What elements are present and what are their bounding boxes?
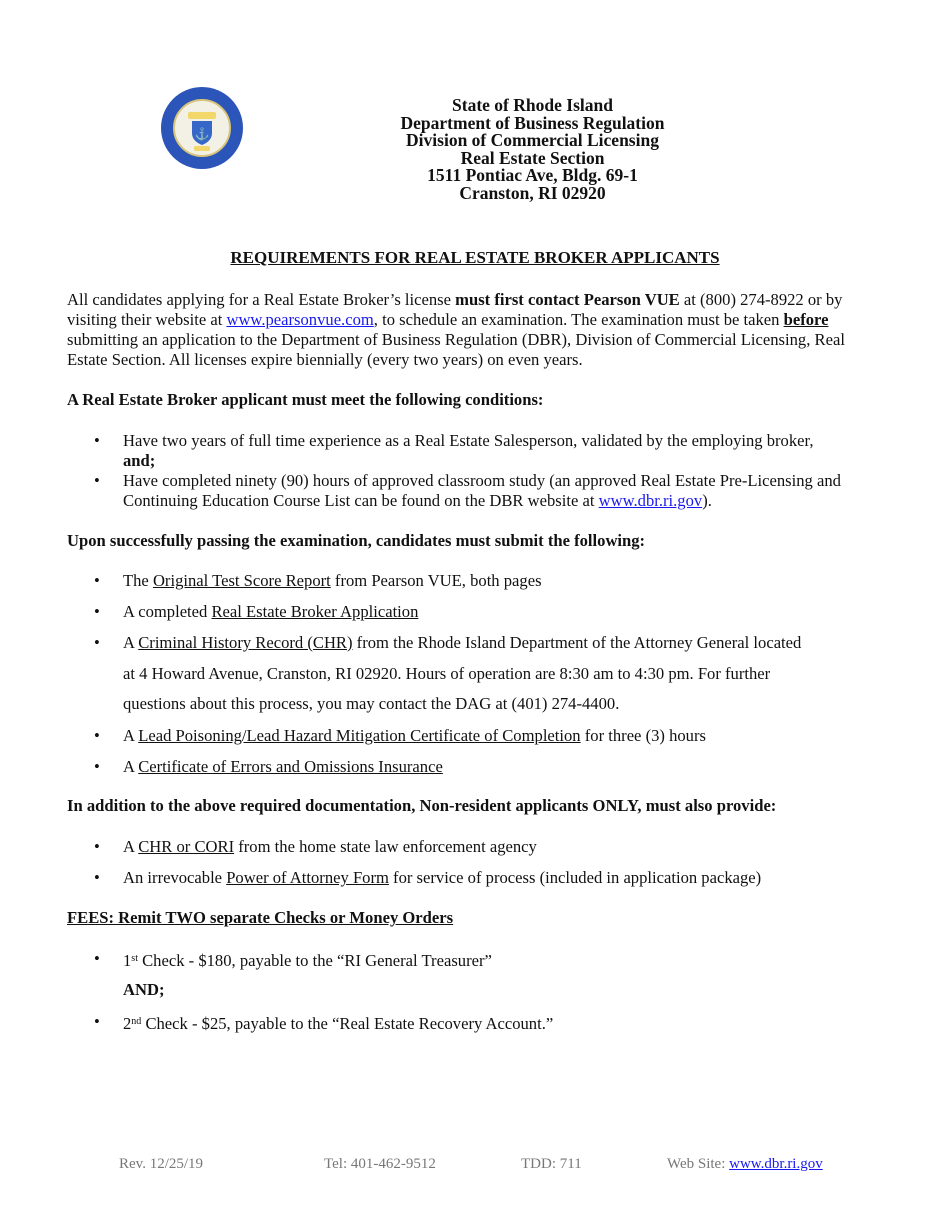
text: questions about this process, you may contact the DAG at (401) 274-4400. [123, 694, 620, 713]
and-label [67, 980, 889, 1000]
underlined-text: CHR or CORI [138, 837, 235, 856]
footer-website-link[interactable]: www.dbr.ri.gov [729, 1156, 823, 1172]
pearsonvue-link[interactable]: www.pearsonvue.com [226, 310, 374, 329]
text: Have completed ninety (90) hours of approved classroom study (an approved Real Estate Pre-Licensing and Continuing Education Course List can be found on the DBR website at [123, 471, 841, 510]
fees-heading: FEES: Remit TWO separate Checks or Money Orders [67, 908, 454, 927]
conditions-heading: A Real Estate Broker applicant must meet the following conditions: [67, 390, 544, 409]
text: An irrevocable [123, 868, 227, 887]
text: , to schedule an examination. The examination must be taken [373, 310, 784, 329]
header-line: State of Rhode Island [452, 95, 613, 115]
header-line: Real Estate Section [460, 147, 605, 168]
dbr-seal-logo [160, 86, 244, 170]
text: ). [702, 491, 712, 510]
list-item [67, 726, 889, 746]
text: from Pearson VUE, both pages [330, 571, 542, 590]
submit-heading: Upon successfully passing the examination, candidates must submit the following: [67, 531, 646, 550]
list-item [67, 757, 889, 777]
bold-text: AND; [123, 980, 165, 999]
underlined-text: Real Estate Broker Application [211, 602, 419, 621]
list-item [67, 471, 889, 511]
ordinal-suffix: st [131, 953, 138, 964]
footer-telephone: Tel: 401-462-9512 [324, 1156, 436, 1172]
text: 2 [123, 1014, 132, 1033]
fees-list [67, 949, 889, 1034]
text: for service of process (included in application package) [388, 868, 762, 887]
intro-paragraph [67, 290, 889, 370]
underlined-text: Lead Poisoning/Lead Hazard Mitigation Certificate of Completion [138, 725, 581, 745]
list-item [67, 628, 889, 720]
footer-tdd: TDD: 711 [521, 1156, 582, 1172]
agency-header [330, 97, 735, 203]
text: A [123, 633, 139, 652]
underlined-text: Criminal History Record (CHR) [138, 633, 353, 652]
list-item [67, 837, 889, 857]
header-line: 1511 Pontiac Ave, Bldg. 69-1 [427, 165, 638, 186]
list-item [67, 1012, 889, 1034]
text: from the home state law enforcement agency [234, 837, 537, 856]
list-item [67, 602, 889, 622]
footer-revision: Rev. 12/25/19 [119, 1156, 204, 1172]
footer-website [667, 1156, 823, 1173]
list-item [67, 431, 889, 471]
text: All candidates applying for a Real Estate Broker’s license [67, 290, 456, 309]
underlined-text: Certificate of Errors and Omissions Insurance [138, 756, 443, 776]
text: 1 [123, 951, 132, 970]
text: Check - $25, payable to the “Real Estate Recovery Account.” [141, 1014, 554, 1033]
text: from the Rhode Island Department of the Attorney General located [352, 633, 802, 652]
nonresident-list [67, 837, 889, 888]
nonresident-heading: In addition to the above required documentation, Non-resident applicants ONLY, must also provide: [67, 796, 777, 815]
header-line: Division of Commercial Licensing [406, 130, 659, 151]
dbr-link[interactable]: www.dbr.ri.gov [598, 491, 703, 510]
list-item [67, 949, 889, 971]
list-item [67, 868, 889, 888]
svg-text:⚓: ⚓ [194, 127, 210, 141]
text: A [123, 756, 139, 776]
text: Check - $180, payable to the “RI General Treasurer” [137, 951, 492, 970]
text: Web Site: [667, 1156, 730, 1172]
text: A [123, 725, 139, 745]
text: at (800) 274-8922 or by visiting their website at [67, 290, 843, 329]
underlined-text: Original Test Score Report [152, 571, 331, 590]
bold-text: must first contact Pearson VUE [455, 290, 680, 309]
header-line: Department of Business Regulation [400, 112, 665, 133]
bold-text: and; [123, 451, 156, 470]
text: The [123, 571, 153, 590]
bold-text: before [783, 310, 829, 329]
ordinal-suffix: nd [131, 1016, 142, 1027]
conditions-list [67, 431, 889, 511]
list-item [67, 571, 889, 591]
submit-list [67, 571, 889, 777]
text: A completed [123, 602, 212, 621]
text: Have two years of full time experience as a Real Estate Salesperson, validated by the employing broker, [123, 431, 814, 450]
text: A [123, 837, 139, 856]
text: for three (3) hours [580, 725, 706, 745]
document-title: REQUIREMENTS FOR REAL ESTATE BROKER APPLICANTS [230, 248, 720, 267]
header-line: Cranston, RI 02920 [459, 182, 606, 203]
underlined-text: Power of Attorney Form [226, 868, 389, 887]
text: at 4 Howard Avenue, Cranston, RI 02920. Hours of operation are 8:30 am to 4:30 pm. For further [123, 663, 771, 683]
text: submitting an application to the Department of Business Regulation (DBR), Division of Commercial Licensing, Real Estate Section. All licenses expire biennially (every two years) on even years. [67, 330, 845, 369]
